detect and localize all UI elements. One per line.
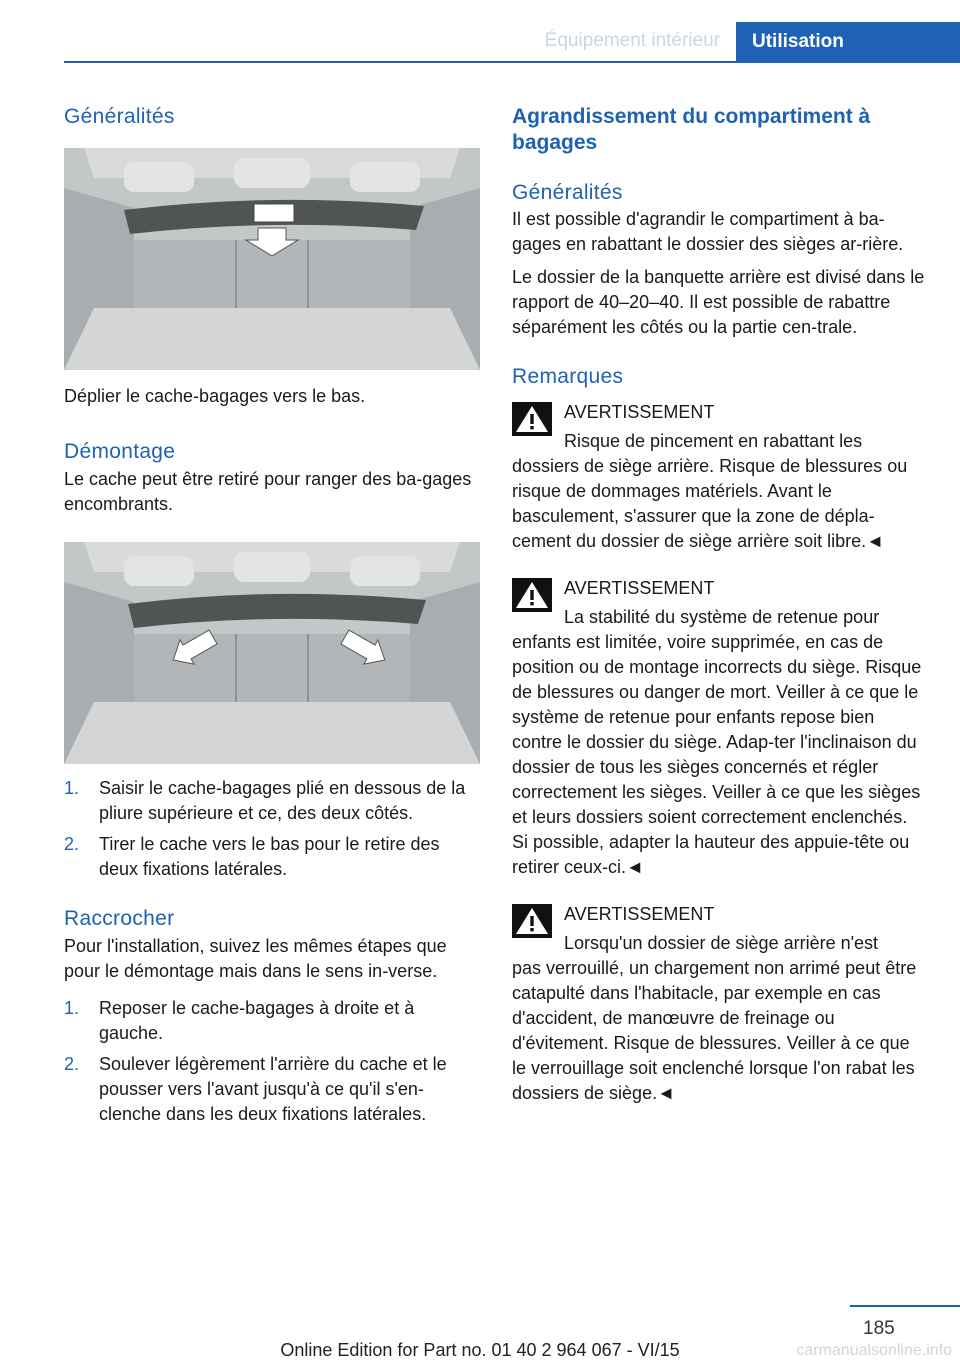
heading-remove: Démontage	[64, 440, 176, 463]
remove-step-1: Saisir le cache-bagages plié en dessous de la pliure supérieure et ce, des deux côtés.	[99, 778, 466, 823]
hook-step-2: Soulever légèrement l'arrière du cache et le pousser vers l'avant jusqu'à ce qu'il s'en-clenche dans les deux fixations latérales.	[99, 1054, 447, 1124]
figure-cover-remove	[64, 542, 480, 764]
header-tab-active[interactable]: Utilisation	[736, 22, 960, 62]
warning-title: AVERTISSEMENT	[564, 578, 715, 598]
warning-title: AVERTISSEMENT	[564, 904, 715, 924]
watermark: carmanualsonline.info	[796, 1342, 952, 1359]
paragraph-split: Le dossier de la banquette arrière est divisé dans le rapport de 40–20–40. Il est possible de rabattre séparément les côtés ou la partie cen-trale.	[512, 267, 925, 337]
warning-block-1	[512, 400, 928, 554]
warning-title: AVERTISSEMENT	[564, 402, 715, 422]
hook-steps	[64, 996, 482, 1127]
list-item: 1. Saisir le cache-bagages plié en dessous de la pliure supérieure et ce, des deux côtés.	[64, 778, 466, 823]
warning-text-first: La stabilité du système de retenue pour	[564, 607, 880, 627]
heading-general-right: Généralités	[512, 181, 623, 204]
warning-block-3	[512, 902, 928, 1106]
warning-text-first: Risque de pincement en rabattant les	[564, 431, 863, 451]
list-item: 2. Soulever légèrement l'arrière du cache et le pousser vers l'avant jusqu'à ce qu'il s'en-clenche dans les deux fixations latérales.	[64, 1054, 447, 1124]
warning-text: enfants est limitée, voire supprimée, en cas de position ou de montage incorrects du siège. Risque de blessures ou danger de mort. Veiller à ce que le système de retenue pour enfants repose bien contre le dossier du siège. Adap-ter l'inclinaison du dossier de tous les sièges concernés et régler correctement les sièges. Veiller à ce que les sièges et leurs dossiers soient correctement enclenchés. Si possible, adapter la hauteur des appuie-tête ou retirer ceux-ci.◄	[512, 632, 922, 877]
list-item: 1. Reposer le cache-bagages à droite et à gauche.	[64, 998, 415, 1043]
warning-triangle-icon	[512, 578, 552, 612]
caption-unfold: Déplier le cache-bagages vers le bas.	[64, 386, 366, 406]
heading-hook: Raccrocher	[64, 907, 175, 930]
warning-block-2	[512, 576, 928, 880]
left-column	[64, 100, 482, 1127]
remove-steps	[64, 776, 482, 882]
paragraph-enlarge: Il est possible d'agrandir le compartiment à ba-gages en rabattant le dossier des sièges ar-rière.	[512, 209, 904, 254]
hook-text: Pour l'installation, suivez les mêmes étapes que pour le démontage mais dans le sens in-verse.	[64, 936, 447, 981]
header-rule	[64, 61, 960, 63]
heading-general-left: Généralités	[64, 105, 175, 128]
warning-text: dossiers de siège arrière. Risque de blessures ou risque de dommages matériels. Avant le basculement, s'assurer que la zone de dépla-cement du dossier de siège arrière soit libre.◄	[512, 456, 908, 551]
figure-cover-unfold	[64, 148, 480, 370]
heading-notes: Remarques	[512, 365, 624, 388]
footer-rule	[850, 1305, 960, 1307]
warning-triangle-icon	[512, 402, 552, 436]
warning-text-first: Lorsqu'un dossier de siège arrière n'est	[564, 933, 879, 953]
warning-text: pas verrouillé, un chargement non arrimé peut être catapulté dans l'habitacle, par exemple en cas d'accident, de manœuvre de freinage ou d'évitement. Risque de blessures. Veiller à ce que le verrouillage soit enclenché lorsque l'on rabat les dossiers de siège.◄	[512, 958, 917, 1103]
footer-edition: Online Edition for Part no. 01 40 2 964 067 - VI/15	[280, 1340, 680, 1360]
header-section-title: Équipement intérieur	[544, 30, 720, 51]
hook-step-1: Reposer le cache-bagages à droite et à gauche.	[99, 998, 415, 1043]
right-column	[512, 100, 928, 1106]
heading-enlarge: Agrandissement du compartiment à bagages	[512, 105, 871, 154]
remove-text: Le cache peut être retiré pour ranger des ba-gages encombrants.	[64, 469, 472, 514]
warning-triangle-icon	[512, 904, 552, 938]
list-item: 2. Tirer le cache vers le bas pour le retire des deux fixations latérales.	[64, 834, 440, 879]
remove-step-2: Tirer le cache vers le bas pour le retire des deux fixations latérales.	[99, 834, 440, 879]
page-number: 185	[863, 1318, 895, 1339]
